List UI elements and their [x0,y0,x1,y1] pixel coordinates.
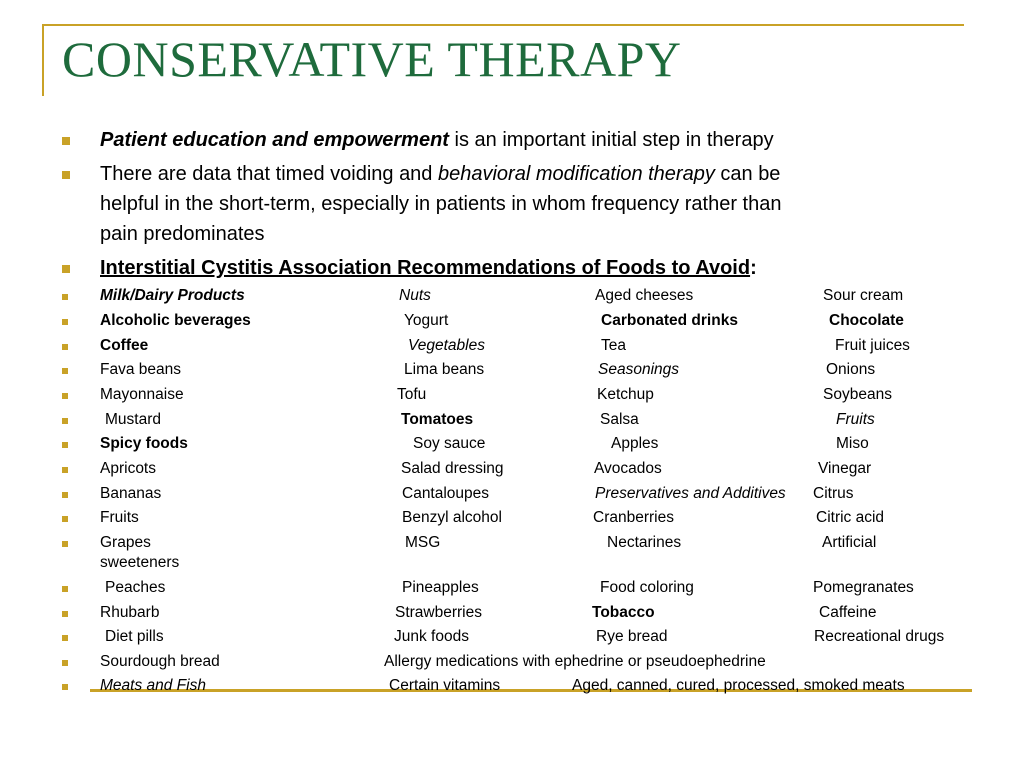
bullet-marker [62,137,70,145]
bullet-marker [62,393,68,399]
food-item: Aged, canned, cured, processed, smoked meats [572,677,905,694]
food-item: Artificial [822,534,877,551]
food-item: Fava beans [100,361,181,378]
bullet-marker [62,684,68,690]
bullet-behavioral-line2: helpful in the short-term, especially in patients in whom frequency rather than [100,193,782,215]
bullet-marker [62,635,68,641]
bullet-marker [62,541,68,547]
bullet-marker [62,265,70,273]
food-item: Yogurt [404,312,449,329]
food-item: Mustard [105,411,161,428]
food-item-wrap: sweeteners [100,554,180,571]
food-item: Citric acid [816,509,885,526]
food-item: Meats and Fish [100,677,206,694]
food-item: Miso [836,435,869,452]
food-item: Food coloring [600,579,694,596]
food-item: Apples [611,435,659,452]
food-item: Nectarines [607,534,682,551]
food-item: Bananas [100,485,162,502]
bullet-marker [62,344,68,350]
bullet-marker [62,516,68,522]
bullet-marker [62,442,68,448]
food-item: Tofu [397,386,427,403]
bullet-marker [62,319,68,325]
bullet-foods-heading [100,257,757,280]
food-item: Seasonings [598,361,680,378]
food-item: Certain vitamins [389,677,501,694]
food-item: Nuts [399,287,431,304]
food-item: Benzyl alcohol [402,509,502,526]
food-item: Caffeine [819,604,877,621]
food-item: Avocados [594,460,662,477]
food-item: Vegetables [408,337,485,354]
food-item: Fruits [100,509,139,526]
food-item: Grapes [100,534,151,551]
bullet-marker [62,467,68,473]
food-item: Peaches [105,579,166,596]
food-item: Apricots [100,460,156,477]
food-item: Soybeans [823,386,892,403]
bullet-marker [62,294,68,300]
bullet-marker [62,492,68,498]
food-item: Ketchup [597,386,654,403]
slide-title: CONSERVATIVE THERAPY [62,31,682,87]
food-item: Sour cream [823,287,904,304]
food-item: Tomatoes [401,411,474,428]
food-item: Citrus [813,485,854,502]
bullet-marker [62,171,70,179]
food-item: Spicy foods [100,435,188,452]
bullet-behavioral-line1 [100,163,780,186]
food-item: Preservatives and Additives [595,485,786,502]
emphasis-text: behavioral modification therapy [438,163,715,185]
food-item: Vinegar [818,460,872,477]
food-item: Alcoholic beverages [100,312,251,329]
food-item: Tea [601,337,626,354]
food-item: Cranberries [593,509,674,526]
food-item: Rhubarb [100,604,160,621]
food-item: Tobacco [592,604,655,621]
food-item: Rye bread [596,628,668,645]
emphasis-text: Patient education and empowerment [100,129,449,151]
food-item: Fruits [836,411,875,428]
food-item: Recreational drugs [814,628,945,645]
bullet-text: There are data that timed voiding and [100,163,438,185]
bullet-marker [62,660,68,666]
food-item: Salad dressing [401,460,504,477]
food-item: Junk foods [394,628,469,645]
food-item: Allergy medications with ephedrine or pseudoephedrine [384,653,766,670]
food-item: Cantaloupes [402,485,490,502]
bullet-marker [62,418,68,424]
food-item: Lima beans [404,361,485,378]
food-item: Fruit juices [835,337,910,354]
food-item: Coffee [100,337,149,354]
bullet-behavioral-line3: pain predominates [100,223,265,245]
food-item: Pomegranates [813,579,914,596]
food-item: Chocolate [829,312,904,329]
bullet-marker [62,586,68,592]
bullet-patient-education [100,129,774,152]
food-item: Salsa [600,411,639,428]
bullet-marker [62,368,68,374]
food-item: MSG [405,534,441,551]
food-item: Pineapples [402,579,479,596]
food-item: Onions [826,361,876,378]
food-item: Diet pills [105,628,164,645]
food-item: Carbonated drinks [601,312,738,329]
food-item: Strawberries [395,604,482,621]
foods-heading-colon: : [750,257,757,279]
food-item: Sourdough bread [100,653,220,670]
frame-top-rule [42,24,964,26]
bullet-marker [62,611,68,617]
foods-heading-text: Interstitial Cystitis Association Recommendations of Foods to Avoid [100,257,751,279]
frame-left-rule [42,24,44,96]
bullet-text: is an important initial step in therapy [448,129,774,151]
food-item: Soy sauce [413,435,486,452]
food-item: Aged cheeses [595,287,694,304]
bullet-text: can be [714,163,781,185]
food-item: Mayonnaise [100,386,184,403]
food-item: Milk/Dairy Products [100,287,245,304]
